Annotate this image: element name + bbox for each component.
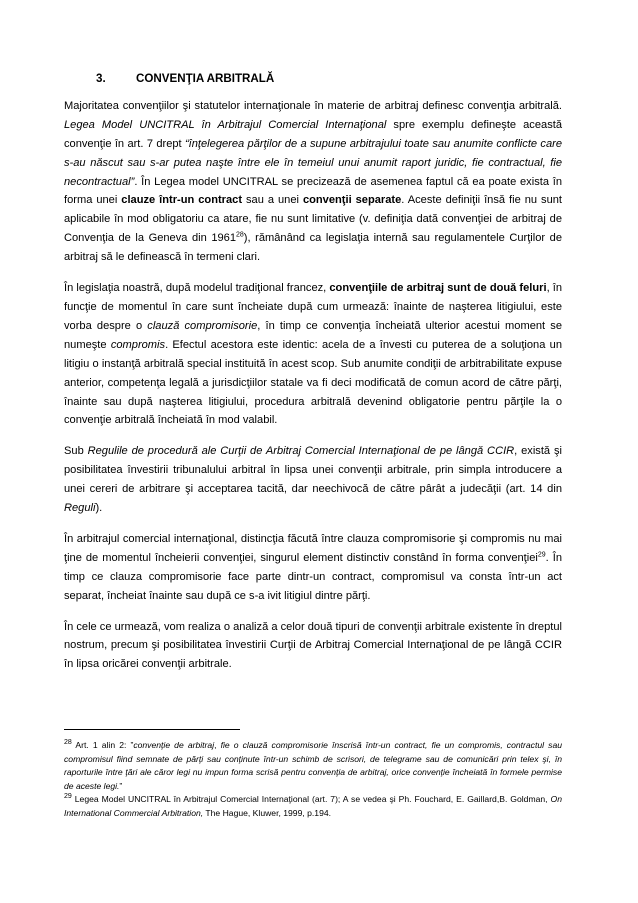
footnote-28: [64, 739, 562, 793]
footnote-ref-28[interactable]: 28: [236, 231, 244, 239]
paragraph-1: [64, 97, 562, 267]
text-run: The Hague, Kluwer, 1999, p.194.: [203, 807, 332, 818]
text-run-bold: convenţiile de arbitraj sunt de două feluri: [329, 282, 547, 295]
text-run-italic: compromis: [110, 338, 166, 351]
text-run: . Efectul acestora este identic: acela de a învesti cu puterea de a soluţiona un litigiu o instanţă arbitrală special instituită în acest scop. Sub anumite condiţii de arbitrabilitate expuse anterior, competenţa legală a jurisdicţiilor statale va fi deci modificată de comun acord de către părţi, înainte sau după naşterea litigiului, procedura arbitrală devenind obligatorie pentru părţile la o convenţie arbitrală încheiată în mod valabil.: [64, 338, 562, 427]
text-run-italic: Reguli: [64, 502, 96, 515]
text-run: sau a unei: [242, 194, 303, 207]
text-run: Majoritatea convenţiilor şi statutelor internaţionale în materie de arbitraj definesc convenţia arbitrală.: [64, 99, 562, 112]
text-run-italic: convenţie de arbitraj: [133, 740, 215, 750]
text-run: Art. 1 alin 2: ”: [71, 740, 134, 750]
text-run: Legea Model UNCITRAL în Arbitrajul Comercial Internaţional (art. 7); A se vedea şi Ph. Fouchard, E. Gaillard,B. Goldman,: [71, 794, 551, 805]
text-run: ), rămânând ca legislaţia internă sau regulamentele Curţilor de arbitraj să le definească în termeni clari.: [64, 232, 562, 264]
text-run: În cele ce urmează, vom realiza o analiză a celor două tipuri de convenţii arbitrale existente în dreptul nostrum, precum şi posibilitatea învestirii Curţii de Arbitraj Comercial Internaţional de pe lângă CCIR în lipsa oricărei convenţii arbitrale.: [64, 620, 562, 671]
text-run: ,: [214, 740, 221, 750]
text-run: . Aceste definiţii însă fie nu sunt aplicabile în mod obligatoriu ca atare, fie nu sunt limitative (v. definiţia dată convenţiei de arbitraj de Convenţia de la Geneva din 1961: [64, 194, 563, 245]
footnote-29: [64, 793, 562, 820]
section-heading: [96, 70, 562, 89]
paragraph-2: [64, 279, 562, 430]
text-run: , în funcţie de momentul în care sunt încheiate după cum urmează: înainte de naşterea litigiului, este vorba despre o: [64, 282, 563, 332]
footnotes: [64, 739, 562, 821]
text-run: Sub: [64, 445, 88, 458]
paragraph-4: [64, 530, 562, 606]
section-title: CONVENŢIA ARBITRALĂ: [136, 72, 275, 85]
footnote-number: 29: [64, 793, 72, 801]
text-run-italic: fie o clauză compromisorie înscrisă într-un contract, fie un compromis, contractul sau compromisul fiind semnate de părţi sau conţinute într-un schimb de scrisori, de telegrame sau de comunicări prin telex şi, în raporturile între ţări ale căror legi nu impun forma scrisă pentru convenţia de arbitraj, orice convenţie încheiată în formele permise de aceste legi.: [64, 740, 562, 791]
footnote-divider: [64, 729, 240, 730]
text-run: În arbitrajul comercial internaţional, distincţia făcută între clauza compromisorie şi compromis nu mai ţine de momentul încheierii convenţiei, singurul element distinctiv constând în forma convenţiei: [64, 532, 562, 564]
text-run-bold: convenţii separate: [302, 194, 402, 207]
text-run-italic: On International Commercial Arbitration,: [64, 794, 562, 818]
text-run: . În Legea model UNCITRAL se precizează de asemenea faptul că ea poate exista în forma unei: [64, 175, 562, 207]
text-run: ).: [95, 502, 103, 515]
text-run: spre exemplu defineşte această convenţie în art. 7 drept: [64, 118, 562, 150]
section-number: 3.: [96, 72, 106, 85]
text-run: ”: [119, 780, 123, 791]
text-run-italic: clauză compromisorie: [147, 319, 258, 332]
text-run: În legislaţia noastră, după modelul tradiţional francez,: [64, 282, 330, 295]
text-run: , în timp ce convenţia încheiată ulterior acestui moment se numeşte: [64, 319, 562, 351]
text-run-italic: Regulile de procedură ale Curţii de Arbitraj Comercial Internaţional de pe lângă CCIR: [87, 445, 515, 458]
paragraph-5: [64, 618, 562, 675]
text-run: . În timp ce clauza compromisorie face parte dintr-un contract, compromisul va consta într-un act separat, încheiat înainte sau după ce s-a ivit litigiul dintre părţi.: [64, 551, 562, 602]
text-run-italic: Legea Model UNCITRAL în Arbitrajul Comercial Internaţional: [64, 118, 387, 131]
text-run-bold: clauze într-un contract: [121, 194, 243, 207]
footnote-number: 28: [64, 739, 72, 747]
quote-italic: “înţelegerea părţilor de a supune arbitrajului toate sau anumite conflicte care s-au născut sau s-ar putea naşte între ele în temeiul unui anumit raport juridic, fie contractual, fie necontractual”: [64, 137, 562, 188]
paragraph-3: [64, 442, 562, 518]
text-run: , există şi posibilitatea învestirii tribunalului arbitral în lipsa unei convenţii arbitrale, prin simpla introducere a unei cereri de arbitrare şi acceptarea tacită, dar neechivocă de către pârât a judecăţii (art. 14 din: [64, 445, 562, 496]
main-text: [64, 70, 562, 686]
footnote-ref-29[interactable]: 29: [537, 551, 546, 559]
